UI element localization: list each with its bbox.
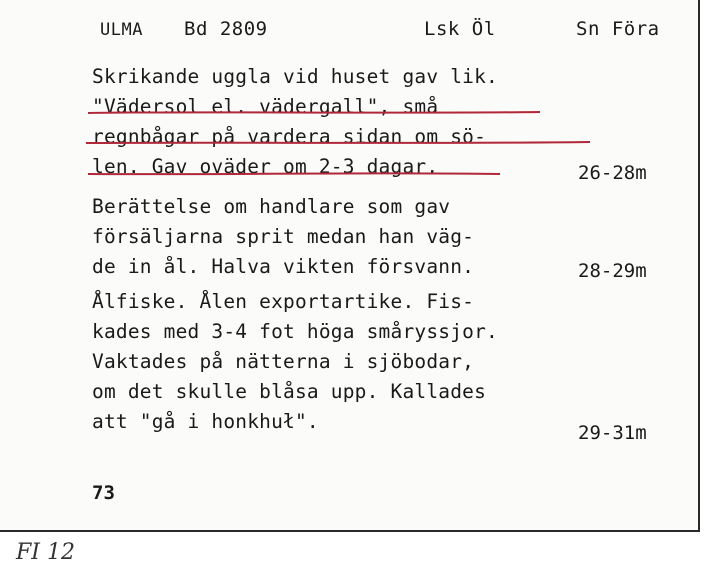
entry-line: Skrikande uggla vid huset gav lik.: [92, 65, 498, 88]
page-reference: 28-29m: [578, 260, 647, 282]
underline-2: [86, 142, 590, 143]
entry-line: Berättelse om handlare som gav: [92, 195, 451, 218]
entry-line: regnbågar på vardera sidan om sö-: [92, 125, 487, 148]
entry-3: [92, 287, 498, 437]
entry-line: om det skulle blåsa upp. Kallades: [92, 380, 487, 403]
parish-name: Sn Föra: [576, 18, 660, 40]
entry-line: att "gå i honkhuł".: [92, 410, 319, 433]
page-reference: 26-28m: [578, 162, 647, 184]
entry-line: kades med 3-4 fot höga småryssjor.: [92, 320, 498, 343]
entry-line: Vaktades på nätterna i sjöbodar,: [92, 350, 475, 373]
scan-margin: [0, 534, 714, 574]
page-reference: 29-31m: [578, 422, 647, 444]
archive-code: ULMA: [100, 20, 143, 40]
province-code: Lsk Öl: [424, 18, 496, 40]
volume-number: Bd 2809: [184, 18, 268, 40]
underline-3: [88, 173, 500, 174]
entry-line: "Vädersol el. vädergall", små: [92, 95, 439, 118]
entry-2: [92, 192, 474, 282]
card-number: 73: [92, 482, 115, 504]
entry-line: len. Gav oväder om 2-3 dagar.: [92, 155, 439, 178]
entry-line: de in ål. Halva vikten försvann.: [92, 255, 475, 278]
underline-1: [88, 112, 540, 113]
handwritten-note: FI 12: [16, 540, 75, 565]
entry-line: Ålfiske. Ålen exportartike. Fis-: [92, 290, 475, 313]
entry-line: försäljarna sprit medan han väg-: [92, 225, 475, 248]
